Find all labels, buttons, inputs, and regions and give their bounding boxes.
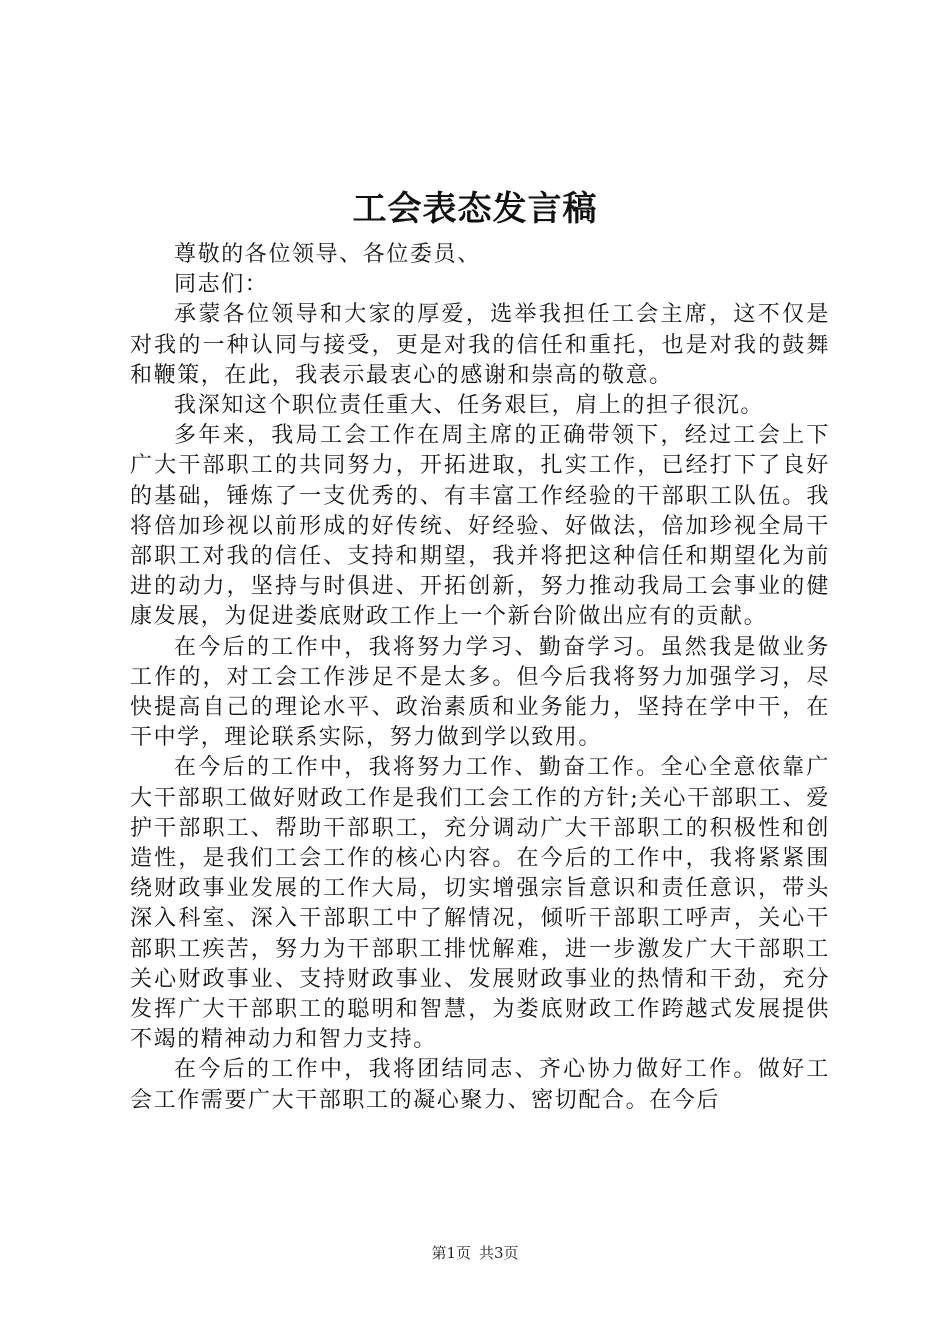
body-paragraph: 在今后的工作中，我将团结同志、齐心协力做好工作。做好工会工作需要广大干部职工的凝心聚力、密切配合。在今后 xyxy=(130,1057,830,1113)
body-paragraph: 多年来，我局工会工作在周主席的正确带领下，经过工会上下广大干部职工的共同努力，开拓进取，扎实工作，已经打下了良好的基础，锤炼了一支优秀的、有丰富工作经验的干部职工队伍。我将倍加珍视以前形成的好传统、好经验、好做法，倍加珍视全局干部职工对我的信任、支持和期望，我并将把这种信任和期望化为前进的动力，坚持与时俱进、开拓创新，努力推动我局工会事业的健康发展，为促进娄底财政工作上一个新台阶做出应有的贡献。 xyxy=(130,423,830,630)
page-footer xyxy=(0,1243,950,1263)
page-total: 共3页 xyxy=(479,1244,519,1262)
document-body xyxy=(130,240,830,1116)
body-paragraph: 承蒙各位领导和大家的厚爱，选举我担任工会主席，这不仅是对我的一种认同与接受，更是对我的信任和重托，也是对我的鼓舞和鞭策，在此，我表示最衷心的感谢和崇高的敬意。 xyxy=(130,302,830,388)
body-paragraph: 我深知这个职位责任重大、任务艰巨，肩上的担子很沉。 xyxy=(174,393,765,419)
body-paragraph: 在今后的工作中，我将努力工作、勤奋工作。全心全意依靠广大干部职工做好财政工作是我们工会工作的方针;关心干部职工、爱护干部职工、帮助干部职工，充分调动广大干部职工的积极性和创造性，是我们工会工作的核心内容。在今后的工作中，我将紧紧围绕财政事业发展的工作大局，切实增强宗旨意识和责任意识，带头深入科室、深入干部职工中了解情况，倾听干部职工呼声，关心干部职工疾苦，努力为干部职工排忧解难，进一步激发广大干部职工关心财政事业、支持财政事业、发展财政事业的热情和干劲，充分发挥广大干部职工的聪明和智慧，为娄底财政工作跨越式发展提供不竭的精神动力和智力支持。 xyxy=(130,755,830,1053)
document-title: 工会表态发言稿 xyxy=(352,189,598,229)
body-paragraph: 在今后的工作中，我将努力学习、勤奋学习。虽然我是做业务工作的，对工会工作涉足不是太多。但今后我将努力加强学习，尽快提高自己的理论水平、政治素质和业务能力，坚持在学中干，在干中学，理论联系实际，努力做到学以致用。 xyxy=(130,634,830,751)
page-number: 第1页 xyxy=(431,1244,471,1262)
salutation-line: 同志们： xyxy=(174,272,269,298)
salutation-line: 尊敬的各位领导、各位委员、 xyxy=(174,242,481,267)
